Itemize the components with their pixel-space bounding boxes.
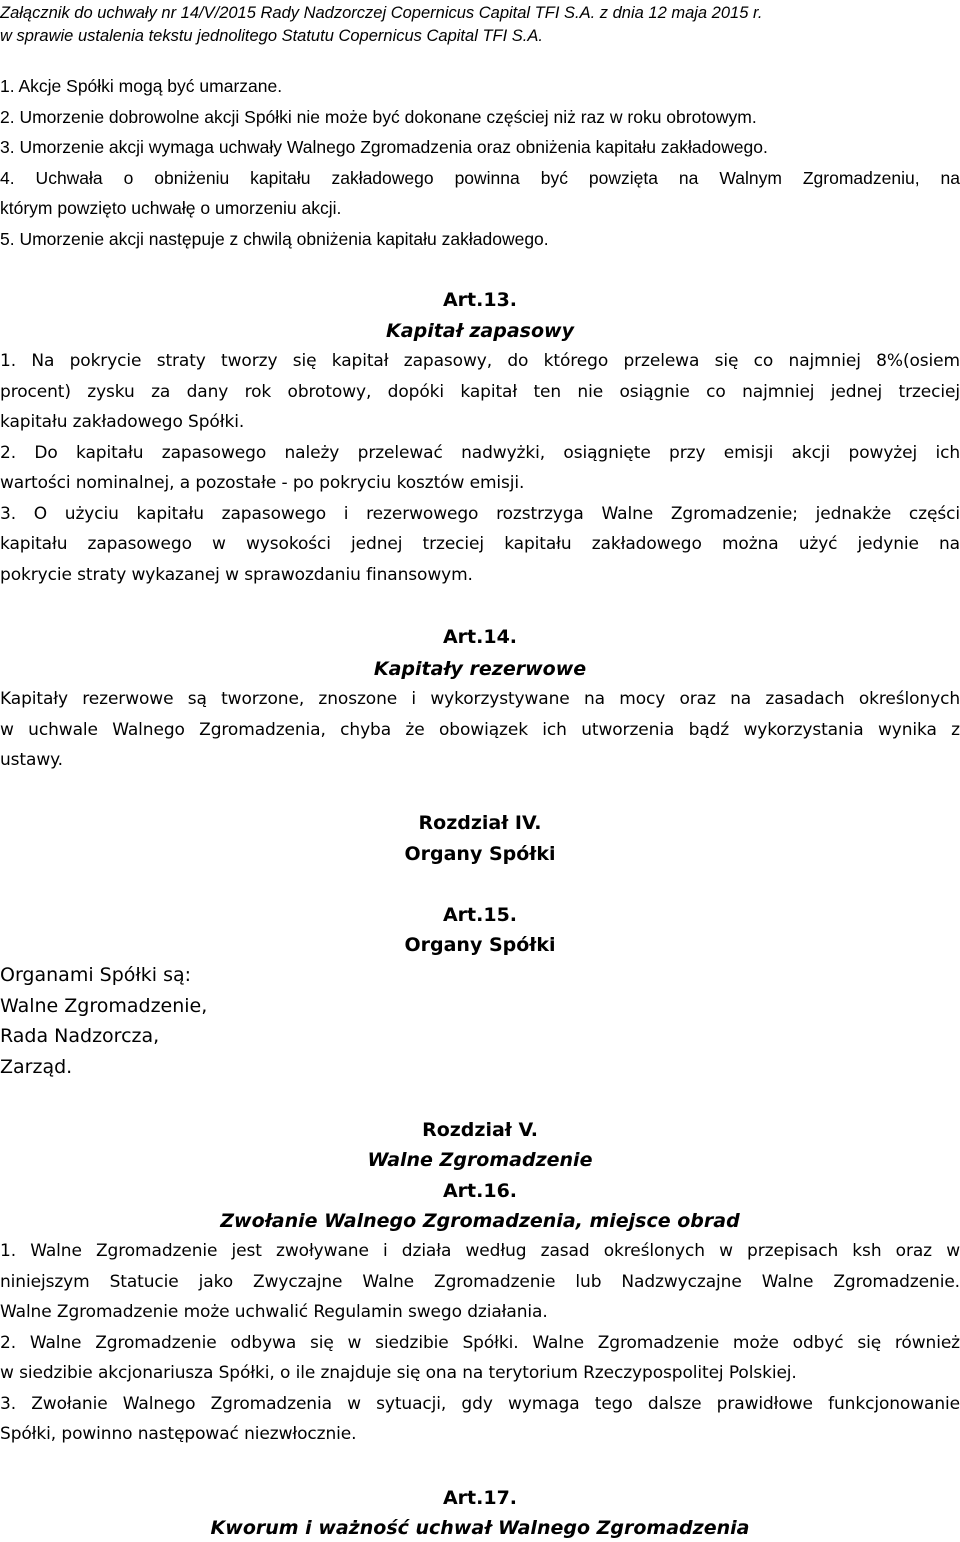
art17-number: Art.17. bbox=[442, 1487, 518, 1509]
art15-list bbox=[0, 960, 207, 1082]
rozdzial5-title: Walne Zgromadzenie bbox=[367, 1149, 593, 1171]
umorzenie-paragraphs bbox=[0, 71, 960, 254]
umorzenie-line-6: 5. Umorzenie akcji następuje z chwilą obniżenia kapitału zakładowego. bbox=[0, 228, 549, 249]
art15-number: Art.15. bbox=[442, 904, 518, 926]
art13-title: Kapitał zapasowy bbox=[386, 320, 574, 342]
umorzenie-line-1: 1. Akcje Spółki mogą być umarzane. bbox=[0, 76, 283, 96]
umorzenie-line-5: którym powzięto uchwałę o umorzeniu akcji. bbox=[0, 198, 342, 218]
art15-line-4: Zarząd. bbox=[0, 1055, 73, 1078]
art13-line-5: wartości nominalnej, a pozostałe - po pokryciu kosztów emisji. bbox=[0, 473, 525, 493]
umorzenie-line-2: 2. Umorzenie dobrowolne akcji Spółki nie może być dokonane częściej niż raz w roku obrotowym. bbox=[0, 106, 757, 127]
header-line-2: w sprawie ustalenia tekstu jednolitego Statutu Copernicus Capital TFI S.A. bbox=[0, 27, 543, 45]
art13-line-1: 1. Na pokrycie straty tworzy się kapitał zapasowy, do którego przelewa się co najmniej 8%(osiem bbox=[0, 351, 960, 371]
rozdzial5-number: Rozdział V. bbox=[422, 1119, 538, 1141]
art16-line-6: 3. Zwołanie Walnego Zgromadzenia w sytuacji, gdy wymaga tego dalsze prawidłowe funkcjonowanie bbox=[0, 1393, 960, 1414]
art14-line-3: ustawy. bbox=[0, 750, 63, 770]
umorzenie-line-4: 4. Uchwała o obniżeniu kapitału zakładowego powinna być powzięta na Walnym Zgromadzeniu, na bbox=[0, 167, 960, 188]
art13-number: Art.13. bbox=[442, 289, 518, 311]
art15-line-3: Rada Nadzorcza, bbox=[0, 1025, 160, 1047]
art14-title: Kapitały rezerwowe bbox=[373, 658, 587, 680]
art14-line-2: w uchwale Walnego Zgromadzenia, chyba że obowiązek ich utworzenia bądź wykorzystania wynika z bbox=[0, 719, 960, 740]
umorzenie-line-3: 3. Umorzenie akcji wymaga uchwały Walnego Zgromadzenia oraz obniżenia kapitału zakładowego. bbox=[0, 137, 768, 157]
art16-line-4: 2. Walne Zgromadzenie odbywa się w siedzibie Spółki. Walne Zgromadzenie może odbyć się również bbox=[0, 1332, 960, 1353]
art16-line-7: Spółki, powinno następować niezwłocznie. bbox=[0, 1424, 357, 1444]
art16-line-5: w siedzibie akcjonariusza Spółki, o ile znajduje się ona na terytorium Rzeczypospolitej Polskiej. bbox=[0, 1363, 797, 1383]
art13-line-4: 2. Do kapitału zapasowego należy przelewać nadwyżki, osiągnięte przy emisji akcji powyżej ich bbox=[0, 442, 960, 463]
art15-title: Organy Spółki bbox=[404, 934, 556, 956]
art15-line-1: Organami Spółki są: bbox=[0, 964, 192, 986]
header-line-1: Załącznik do uchwały nr 14/V/2015 Rady Nadzorczej Copernicus Capital TFI S.A. z dnia 12 maja 2015 r. bbox=[0, 4, 763, 22]
art16-title: Zwołanie Walnego Zgromadzenia, miejsce obrad bbox=[220, 1210, 740, 1232]
art14-number: Art.14. bbox=[442, 626, 518, 648]
art13-line-7: kapitału zapasowego w wysokości jednej trzeciej kapitału zakładowego można użyć jedynie na bbox=[0, 534, 960, 554]
art16-number: Art.16. bbox=[442, 1180, 518, 1202]
art14-body bbox=[0, 684, 960, 776]
art13-line-2: procent) zysku za dany rok obrotowy, dopóki kapitał ten nie osiągnie co najmniej jednej trzeciej bbox=[0, 381, 960, 402]
art13-line-3: kapitału zakładowego Spółki. bbox=[0, 412, 245, 432]
art16-line-1: 1. Walne Zgromadzenie jest zwoływane i działa według zasad określonych w przepisach ksh oraz w bbox=[0, 1241, 960, 1261]
art16-line-2: niniejszym Statucie jako Zwyczajne Walne Zgromadzenie lub Nadzwyczajne Walne Zgromadzenie. bbox=[0, 1271, 960, 1292]
art13-line-6: 3. O użyciu kapitału zapasowego i rezerwowego rozstrzyga Walne Zgromadzenie; jednakże części bbox=[0, 503, 960, 524]
art17-title: Kworum i ważność uchwał Walnego Zgromadzenia bbox=[210, 1517, 750, 1539]
art13-line-8: pokrycie straty wykazanej w sprawozdaniu finansowym. bbox=[0, 564, 473, 585]
art13-body bbox=[0, 346, 960, 590]
art16-line-3: Walne Zgromadzenie może uchwalić Regulamin swego działania. bbox=[0, 1302, 548, 1322]
art16-body bbox=[0, 1236, 960, 1450]
rozdzial4-number: Rozdział IV. bbox=[418, 812, 542, 834]
art15-line-2: Walne Zgromadzenie, bbox=[0, 994, 208, 1017]
rozdzial4-title: Organy Spółki bbox=[404, 843, 556, 865]
art14-line-1: Kapitały rezerwowe są tworzone, znoszone i wykorzystywane na mocy oraz na zasadach określonych bbox=[0, 689, 960, 709]
